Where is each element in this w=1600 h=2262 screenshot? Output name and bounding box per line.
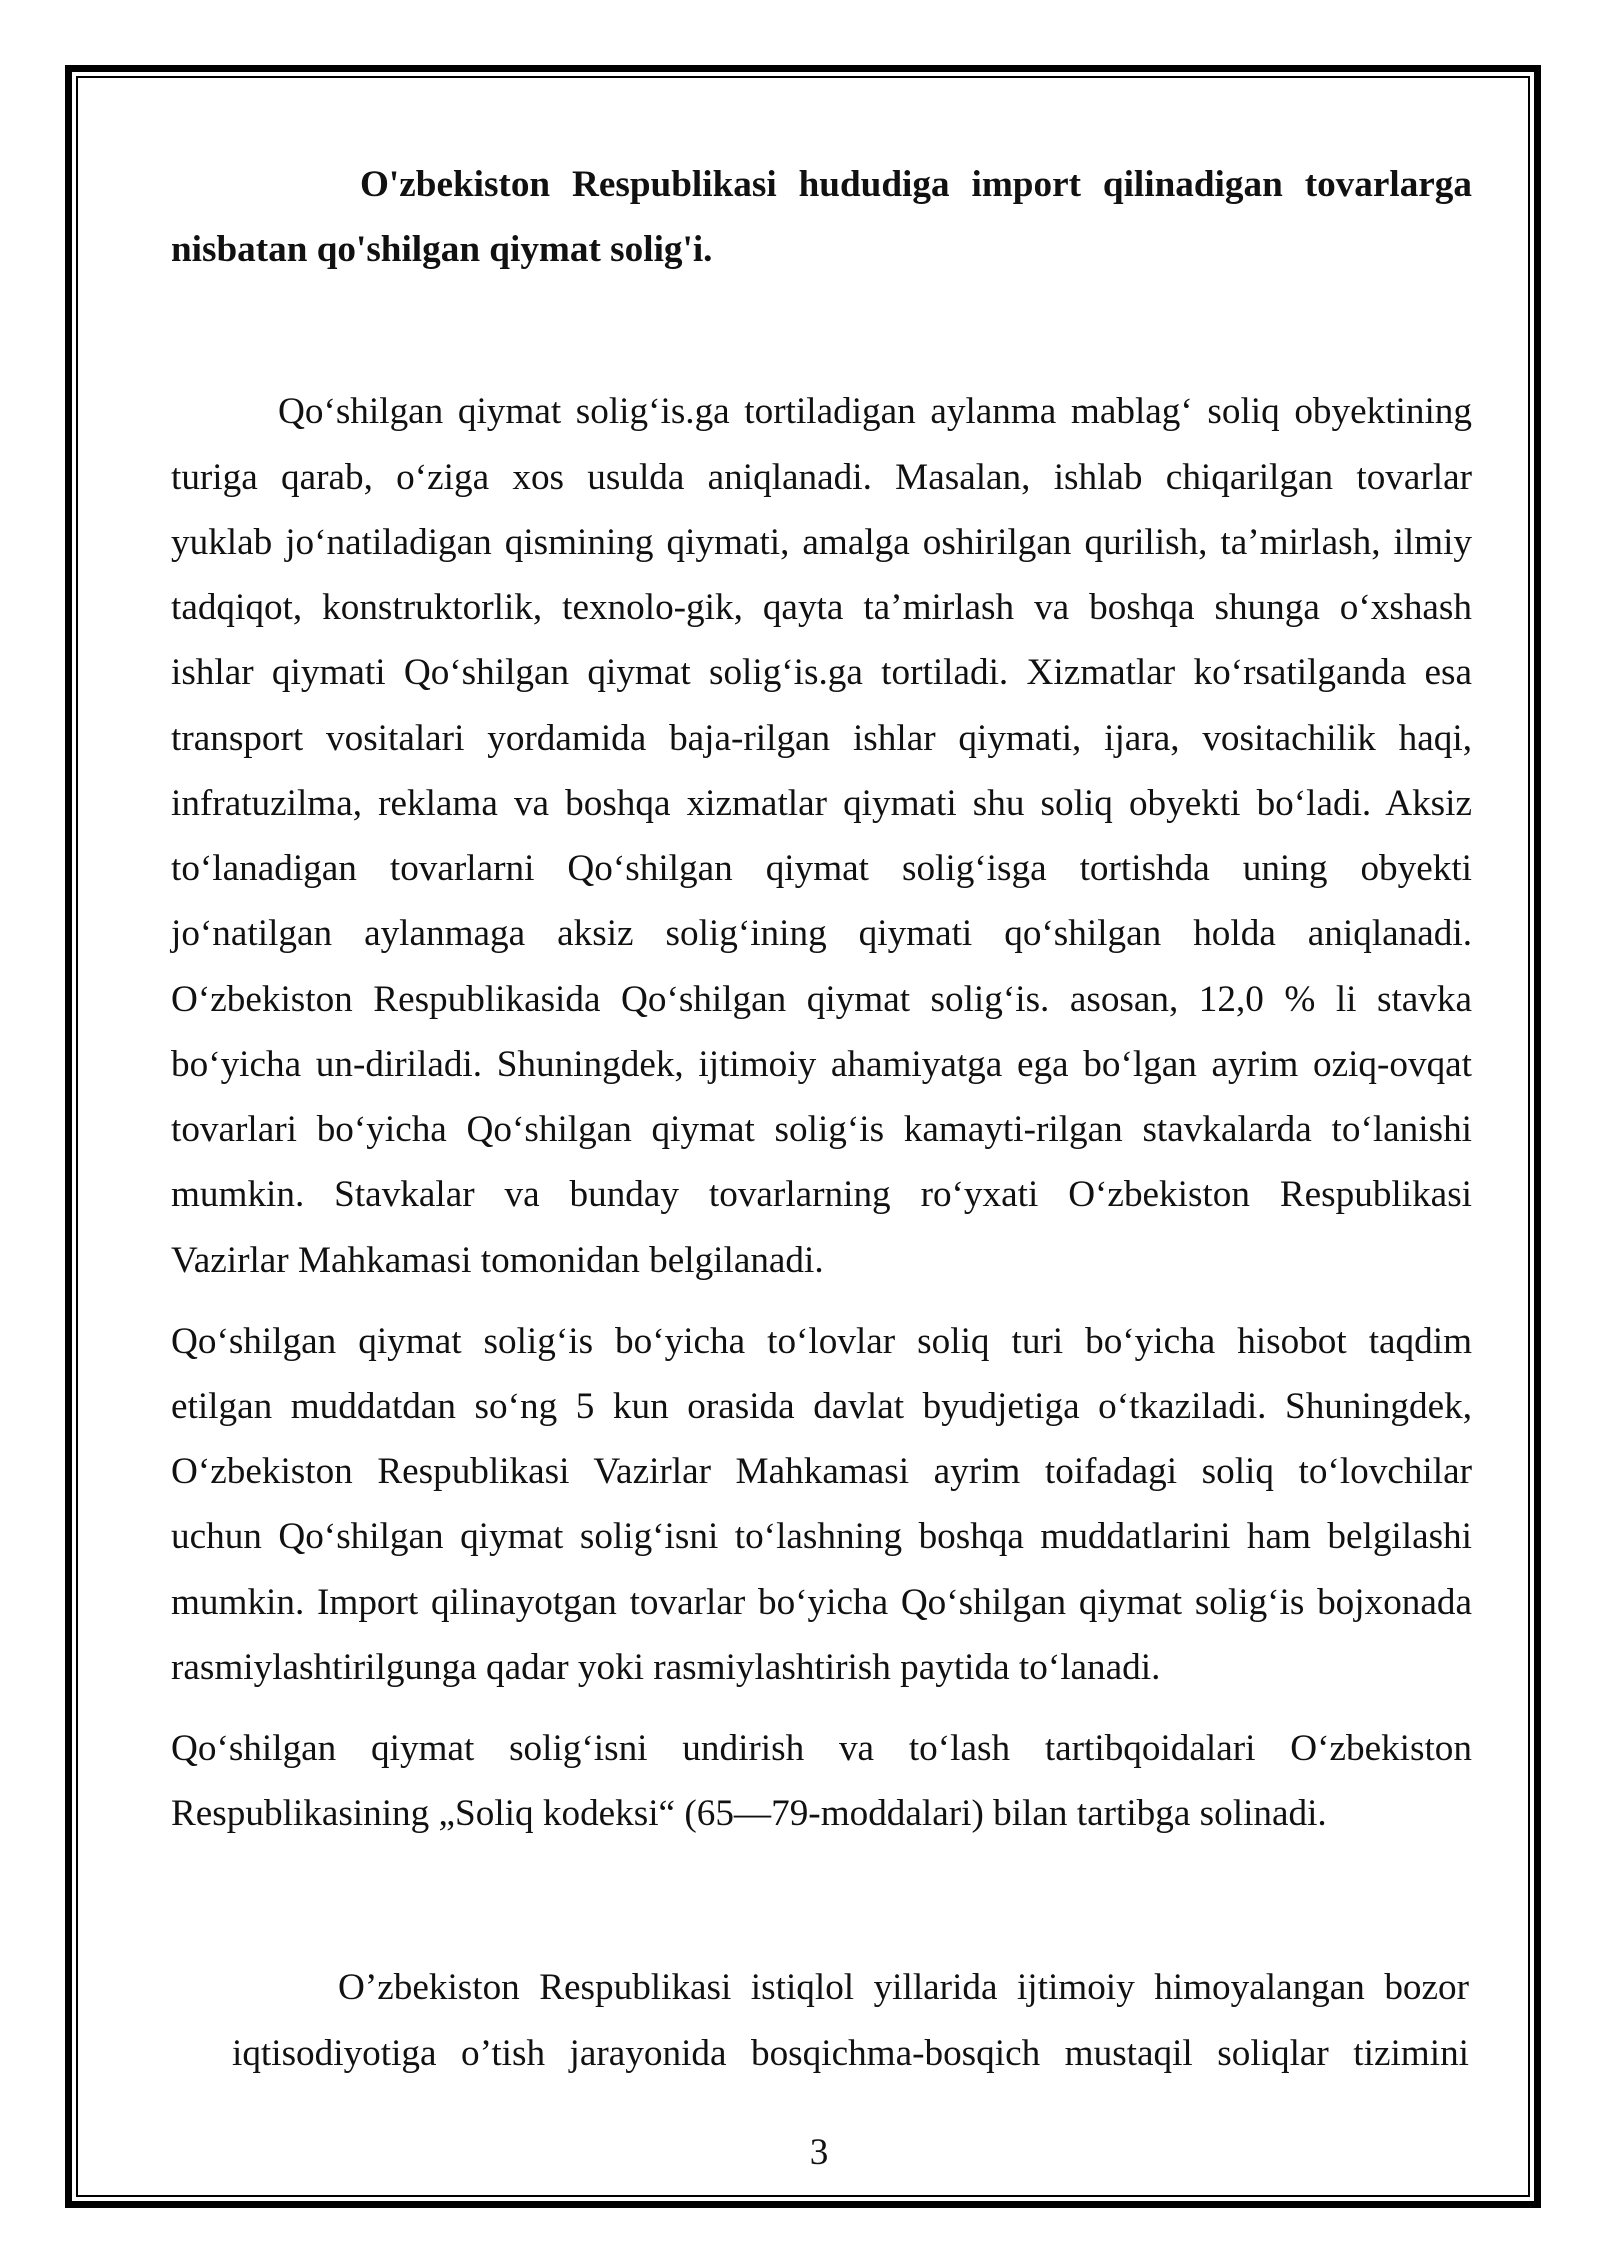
text-line: O‘zbekiston Respublikasi Vazirlar Mahkamasi ayrim toifadagi soliq to‘lovchilar [171,1451,1472,1493]
text-line: etilgan muddatdan so‘ng 5 kun orasida davlat byudjetiga o‘tkaziladi. Shuningdek, [171,1385,1472,1427]
text-line: ishlar qiymati Qo‘shilgan qiymat solig‘is.ga tortiladi. Xizmatlar ko‘rsatilganda esa [171,652,1472,694]
text-line: Vazirlar Mahkamasi tomonidan belgilanadi. [171,1239,824,1281]
text-line: jo‘natilgan aylanmaga aksiz solig‘ining qiymati qo‘shilgan holda aniqlanadi. [171,913,1472,955]
title-line: nisbatan qo'shilgan qiymat solig'i. [171,228,713,270]
paragraph [232,1955,1469,2086]
text-line: O‘zbekiston Respublikasida Qo‘shilgan qiymat solig‘is. asosan, 12,0 % li stavka [171,978,1472,1020]
page-number: 3 [809,2132,829,2173]
text-line: yuklab jo‘natiladigan qismining qiymati, amalga oshirilgan qurilish, ta’mirlash, ilmiy [171,521,1472,563]
text-line: transport vositalari yordamida baja-rilgan ishlar qiymati, ijara, vositachilik haqi, [171,717,1472,759]
text-line: Qo‘shilgan qiymat solig‘isni undirish va to‘lash tartibqoidalari O‘zbekiston [171,1728,1472,1770]
text-line: mumkin. Import qilinayotgan tovarlar bo‘yicha Qo‘shilgan qiymat solig‘is bojxonada [171,1581,1472,1623]
text-line: Qo‘shilgan qiymat solig‘is bo‘yicha to‘lovlar soliq turi bo‘yicha hisobot taqdim [171,1320,1472,1362]
text-line: uchun Qo‘shilgan qiymat solig‘isni to‘lashning boshqa muddatlarini ham belgilashi [171,1516,1472,1558]
text-line: mumkin. Stavkalar va bunday tovarlarning ro‘yxati O‘zbekiston Respublikasi [171,1174,1472,1216]
text-line: infratuzilma, reklama va boshqa xizmatlar qiymati shu soliq obyekti bo‘ladi. Aksiz [171,782,1472,824]
text-line: bo‘yicha un-diriladi. Shuningdek, ijtimoiy ahamiyatga ega bo‘lgan ayrim oziq-ovqat [171,1043,1472,1085]
paragraph [171,1309,1472,1701]
paragraph [171,379,1472,1293]
document-title [171,152,1472,283]
text-line: Respublikasining „Soliq kodeksi“ (65—79-moddalari) bilan tartibga solinadi. [171,1793,1327,1835]
paragraph [171,1716,1472,1847]
text-line: tovarlari bo‘yicha Qo‘shilgan qiymat solig‘is kamayti-rilgan stavkalarda to‘lanishi [171,1109,1472,1151]
text-line: tadqiqot, konstruktorlik, texnolo-gik, qayta ta’mirlash va boshqa shunga o‘xshash [171,587,1472,629]
text-line: Qo‘shilgan qiymat solig‘is.ga tortiladigan aylanma mablag‘ soliq obyektining [278,391,1472,433]
title-line: O'zbekiston Respublikasi hududiga import qilinadigan tovarlarga [360,163,1472,205]
text-line: rasmiylashtirilgunga qadar yoki rasmiylashtirish paytida to‘lanadi. [171,1646,1161,1688]
text-line: O’zbekiston Respublikasi istiqlol yillarida ijtimoiy himoyalangan bozor [338,1967,1469,2009]
text-line: turiga qarab, o‘ziga xos usulda aniqlanadi. Masalan, ishlab chiqarilgan tovarlar [171,456,1472,498]
text-line: to‘lanadigan tovarlarni Qo‘shilgan qiymat solig‘isga tortishda uning obyekti [171,848,1472,890]
text-line: iqtisodiyotiga o’tish jarayonida bosqichma-bosqich mustaqil soliqlar tizimini [232,2032,1469,2074]
